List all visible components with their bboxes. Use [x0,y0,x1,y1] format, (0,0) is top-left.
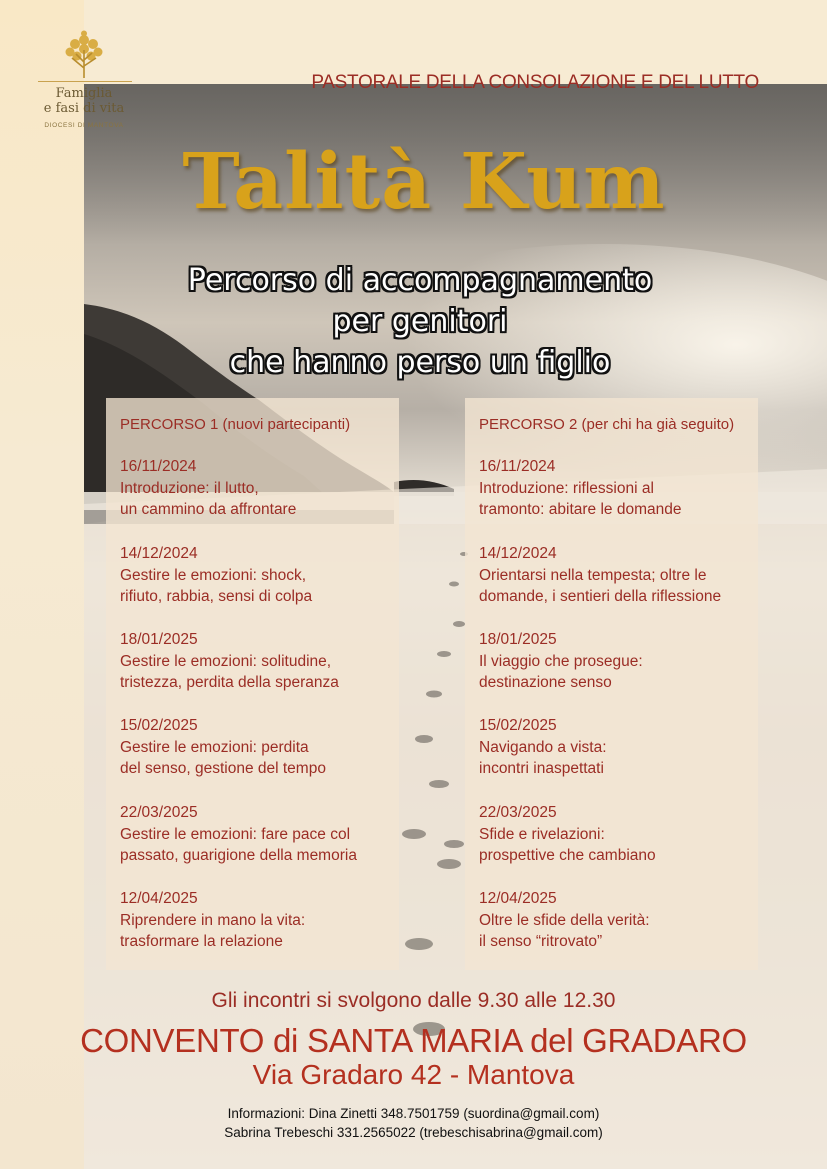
venue-name: CONVENTO di SANTA MARIA del GRADARO [80,1022,747,1059]
session-date: 22/03/2025 [120,804,198,821]
meeting-time: Gli incontri si svolgono dalle 9.30 alle 12.30 [211,989,616,1012]
session-topic: del senso, gestione del tempo [120,760,326,777]
session-topic: Gestire le emozioni: perdita [120,738,309,756]
session-topic: Orientarsi nella tempesta; oltre le [479,566,707,584]
session-date: 16/11/2024 [479,458,556,475]
session-topic: tramonto: abitare le domande [479,501,682,518]
session-topic: prospettive che cambiano [479,847,656,864]
subtitle-line: che hanno perso un figlio [229,345,611,380]
session-item [120,715,326,780]
session-topic: un cammino da affrontare [120,501,297,518]
session-topic: Il viaggio che prosegue: [479,652,643,670]
logo-name-line1: Famiglia [55,86,113,101]
session-item [479,456,681,521]
session-topic: Gestire le emozioni: solitudine, [120,652,332,670]
session-item [120,456,296,521]
logo-divider [38,81,132,82]
contact-info-line: Informazioni: Dina Zinetti 348.7501759 (suordina@gmail.com) [227,1106,600,1121]
percorso-1-heading: PERCORSO 1 (nuovi partecipanti) [120,416,351,433]
session-date: 14/12/2024 [479,545,557,562]
session-topic: tristezza, perdita della speranza [120,674,339,691]
session-item [120,888,305,953]
percorso-1-panel [106,398,399,970]
session-topic: incontri inaspettati [479,760,604,777]
session-item [120,802,357,867]
subtitle-line: per genitori [332,304,508,339]
session-item [120,629,339,694]
session-date: 12/04/2025 [479,890,557,907]
session-topic: Sfide e rivelazioni: [479,825,605,843]
session-topic: rifiuto, rabbia, sensi di colpa [120,588,313,605]
session-item [479,888,650,953]
contact-info-line: Sabrina Trebeschi 331.2565022 (trebeschisabrina@gmail.com) [224,1125,603,1140]
session-topic: passato, guarigione della memoria [120,847,357,864]
session-topic: Gestire le emozioni: fare pace col [120,825,351,843]
subtitle-line: Percorso di accompagnamento [187,263,653,298]
session-topic: il senso “ritrovato” [479,933,603,950]
session-date: 15/02/2025 [479,717,557,734]
session-date: 18/01/2025 [479,631,557,648]
session-topic: trasformare la relazione [120,933,283,950]
session-item [479,715,607,780]
tree-icon [62,30,106,80]
percorso-2-heading: PERCORSO 2 (per chi ha già seguito) [479,416,735,433]
session-date: 15/02/2025 [120,717,198,734]
session-item [479,802,656,867]
logo [34,30,134,84]
session-topic: Gestire le emozioni: shock, [120,566,307,584]
session-item [479,543,721,608]
session-topic: Oltre le sfide della verità: [479,911,650,929]
session-topic: Introduzione: riflessioni al [479,479,654,497]
percorso-2-panel [465,398,758,970]
logo-name [34,86,134,116]
session-item [479,629,643,694]
logo-diocese: DIOCESI DI MANTOVA [44,122,124,129]
poster-title: Talità Kum [182,137,666,227]
session-topic: destinazione senso [479,674,612,691]
session-item [120,543,312,608]
poster-subtitle [120,260,720,383]
venue-address: Via Gradaro 42 - Mantova [252,1059,575,1090]
session-date: 16/11/2024 [120,458,197,475]
logo-name-line2: e fasi di vita [43,101,125,116]
session-date: 22/03/2025 [479,804,557,821]
pastorale-heading: PASTORALE DELLA CONSOLAZIONE E DEL LUTTO [311,72,759,93]
session-topic: Navigando a vista: [479,738,607,756]
session-date: 12/04/2025 [120,890,198,907]
session-date: 14/12/2024 [120,545,198,562]
session-date: 18/01/2025 [120,631,198,648]
session-topic: Riprendere in mano la vita: [120,911,306,929]
session-topic: domande, i sentieri della riflessione [479,588,722,605]
session-topic: Introduzione: il lutto, [120,479,259,497]
